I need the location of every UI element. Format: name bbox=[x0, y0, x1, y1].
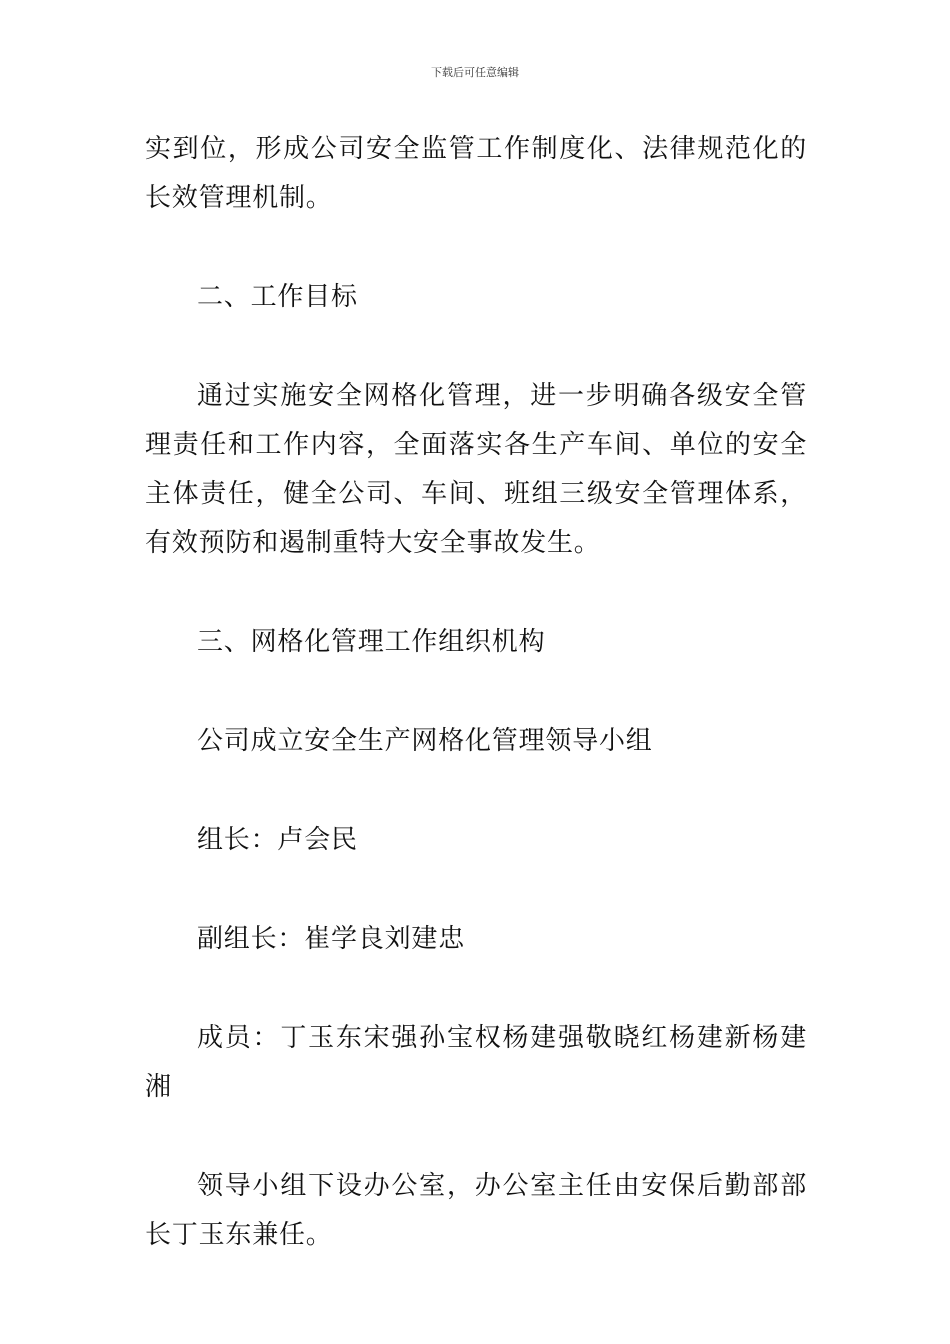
paragraph-group-leader: 组长：卢会民 bbox=[197, 825, 358, 855]
paragraph-office: 领导小组下设办公室，办公室主任由安保后勤部部长丁玉东兼任。 bbox=[145, 1171, 807, 1250]
paragraph-leading-group: 公司成立安全生产网格化管理领导小组 bbox=[197, 726, 653, 756]
paragraph-continuation: 实到位，形成公司安全监管工作制度化、法律规范化的长效管理机制。 bbox=[145, 134, 807, 213]
paragraph-members: 成员：丁玉东宋强孙宝权杨建强敬晓红杨建新杨建湘 bbox=[145, 1023, 807, 1102]
document-body bbox=[145, 125, 807, 1260]
section-heading-work-goals: 二、工作目标 bbox=[197, 282, 358, 312]
paragraph-deputy-leaders: 副组长：崔学良刘建忠 bbox=[197, 924, 466, 954]
page-header: 下载后可任意编辑 bbox=[431, 66, 519, 79]
paragraph-work-goals: 通过实施安全网格化管理，进一步明确各级安全管理责任和工作内容，全面落实各生产车间、单位的安全主体责任，健全公司、车间、班组三级安全管理体系，有效预防和遏制重特大安全事故发生。 bbox=[145, 381, 807, 558]
section-heading-organization: 三、网格化管理工作组织机构 bbox=[197, 627, 546, 657]
